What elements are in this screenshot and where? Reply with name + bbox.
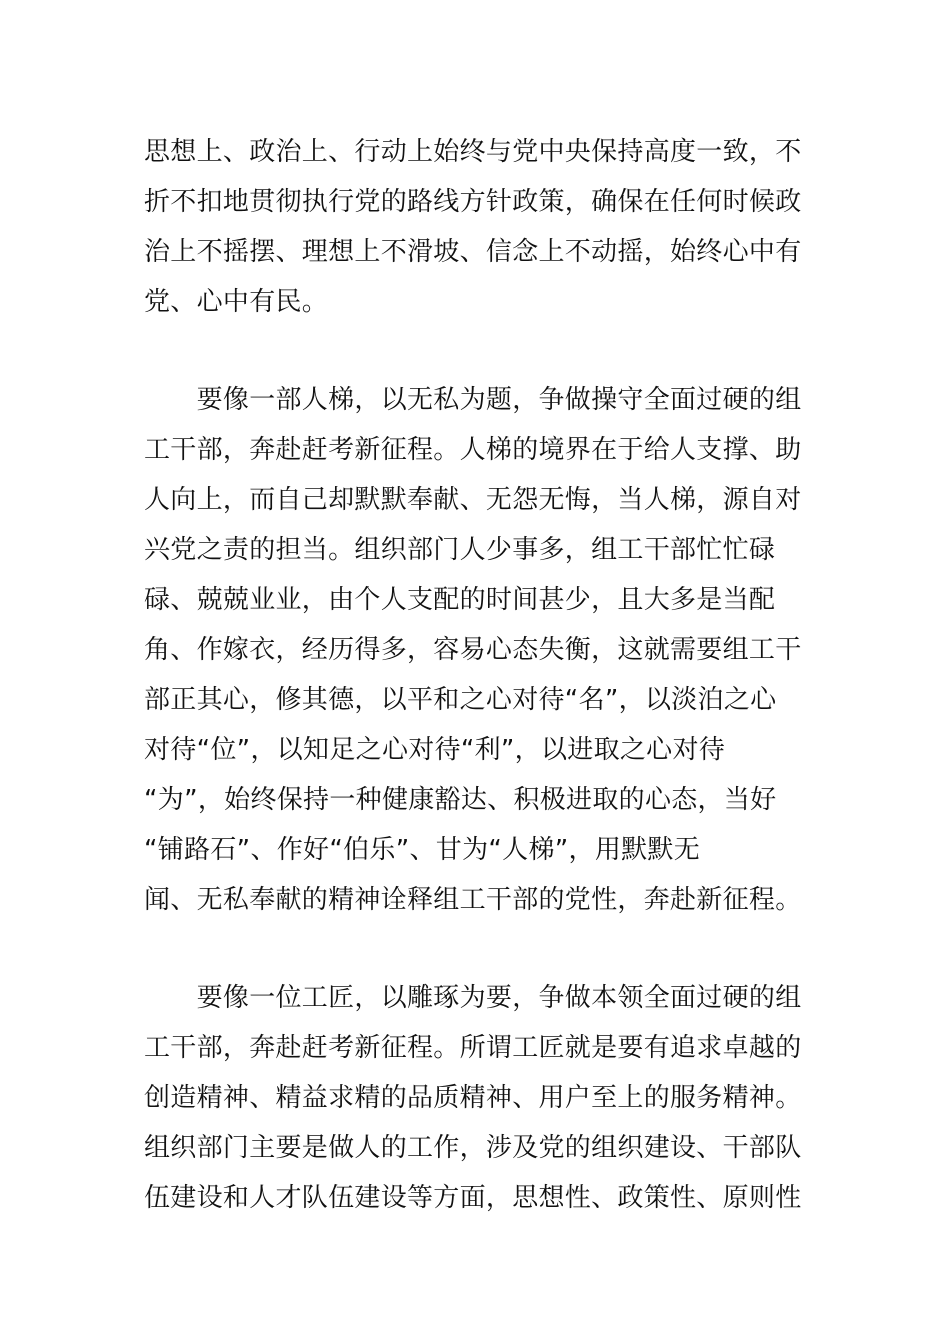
text-line: 角、作嫁衣，经历得多，容易心态失衡，这就需要组工干 [144,635,802,665]
paragraph-3 [144,973,810,1223]
text-line: 折不扣地贯彻执行党的路线方针政策，确保在任何时候政 [144,187,802,217]
text-line: “为”，始终保持一种健康豁达、积极进取的心态，当好 [144,785,777,815]
text-line: 创造精神、精益求精的品质精神、用户至上的服务精神。 [144,1083,802,1113]
text-line: 要像一部人梯，以无私为题，争做操守全面过硬的组 [144,385,802,415]
text-line: 伍建设和人才队伍建设等方面，思想性、政策性、原则性 [144,1183,802,1213]
text-line: 部正其心，修其德，以平和之心对待“名”，以淡泊之心 [144,685,777,715]
text-line: 组织部门主要是做人的工作，涉及党的组织建设、干部队 [144,1133,802,1163]
text-line: 治上不摇摆、理想上不滑坡、信念上不动摇，始终心中有 [144,237,802,267]
text-line: 工干部，奔赴赶考新征程。所谓工匠就是要有追求卓越的 [144,1033,802,1063]
text-line: 对待“位”，以知足之心对待“利”，以进取之心对待 [144,735,726,765]
text-line: 兴党之责的担当。组织部门人少事多，组工干部忙忙碌 [144,535,776,565]
text-line: 闻、无私奉献的精神诠释组工干部的党性，奔赴新征程。 [144,885,802,915]
text-line: 要像一位工匠，以雕琢为要，争做本领全面过硬的组 [144,983,802,1013]
text-line: 碌、兢兢业业，由个人支配的时间甚少，且大多是当配 [144,585,776,615]
text-line: “铺路石”、作好“伯乐”、甘为“人梯”，用默默无 [144,835,701,865]
paragraph-2 [144,375,810,925]
text-line: 党、心中有民。 [144,287,329,317]
paragraph-1 [144,127,810,327]
text-line: 工干部，奔赴赶考新征程。人梯的境界在于给人支撑、助 [144,435,802,465]
text-line: 人向上，而自己却默默奉献、无怨无悔，当人梯，源自对 [144,485,802,515]
text-line: 思想上、政治上、行动上始终与党中央保持高度一致，不 [144,137,802,167]
